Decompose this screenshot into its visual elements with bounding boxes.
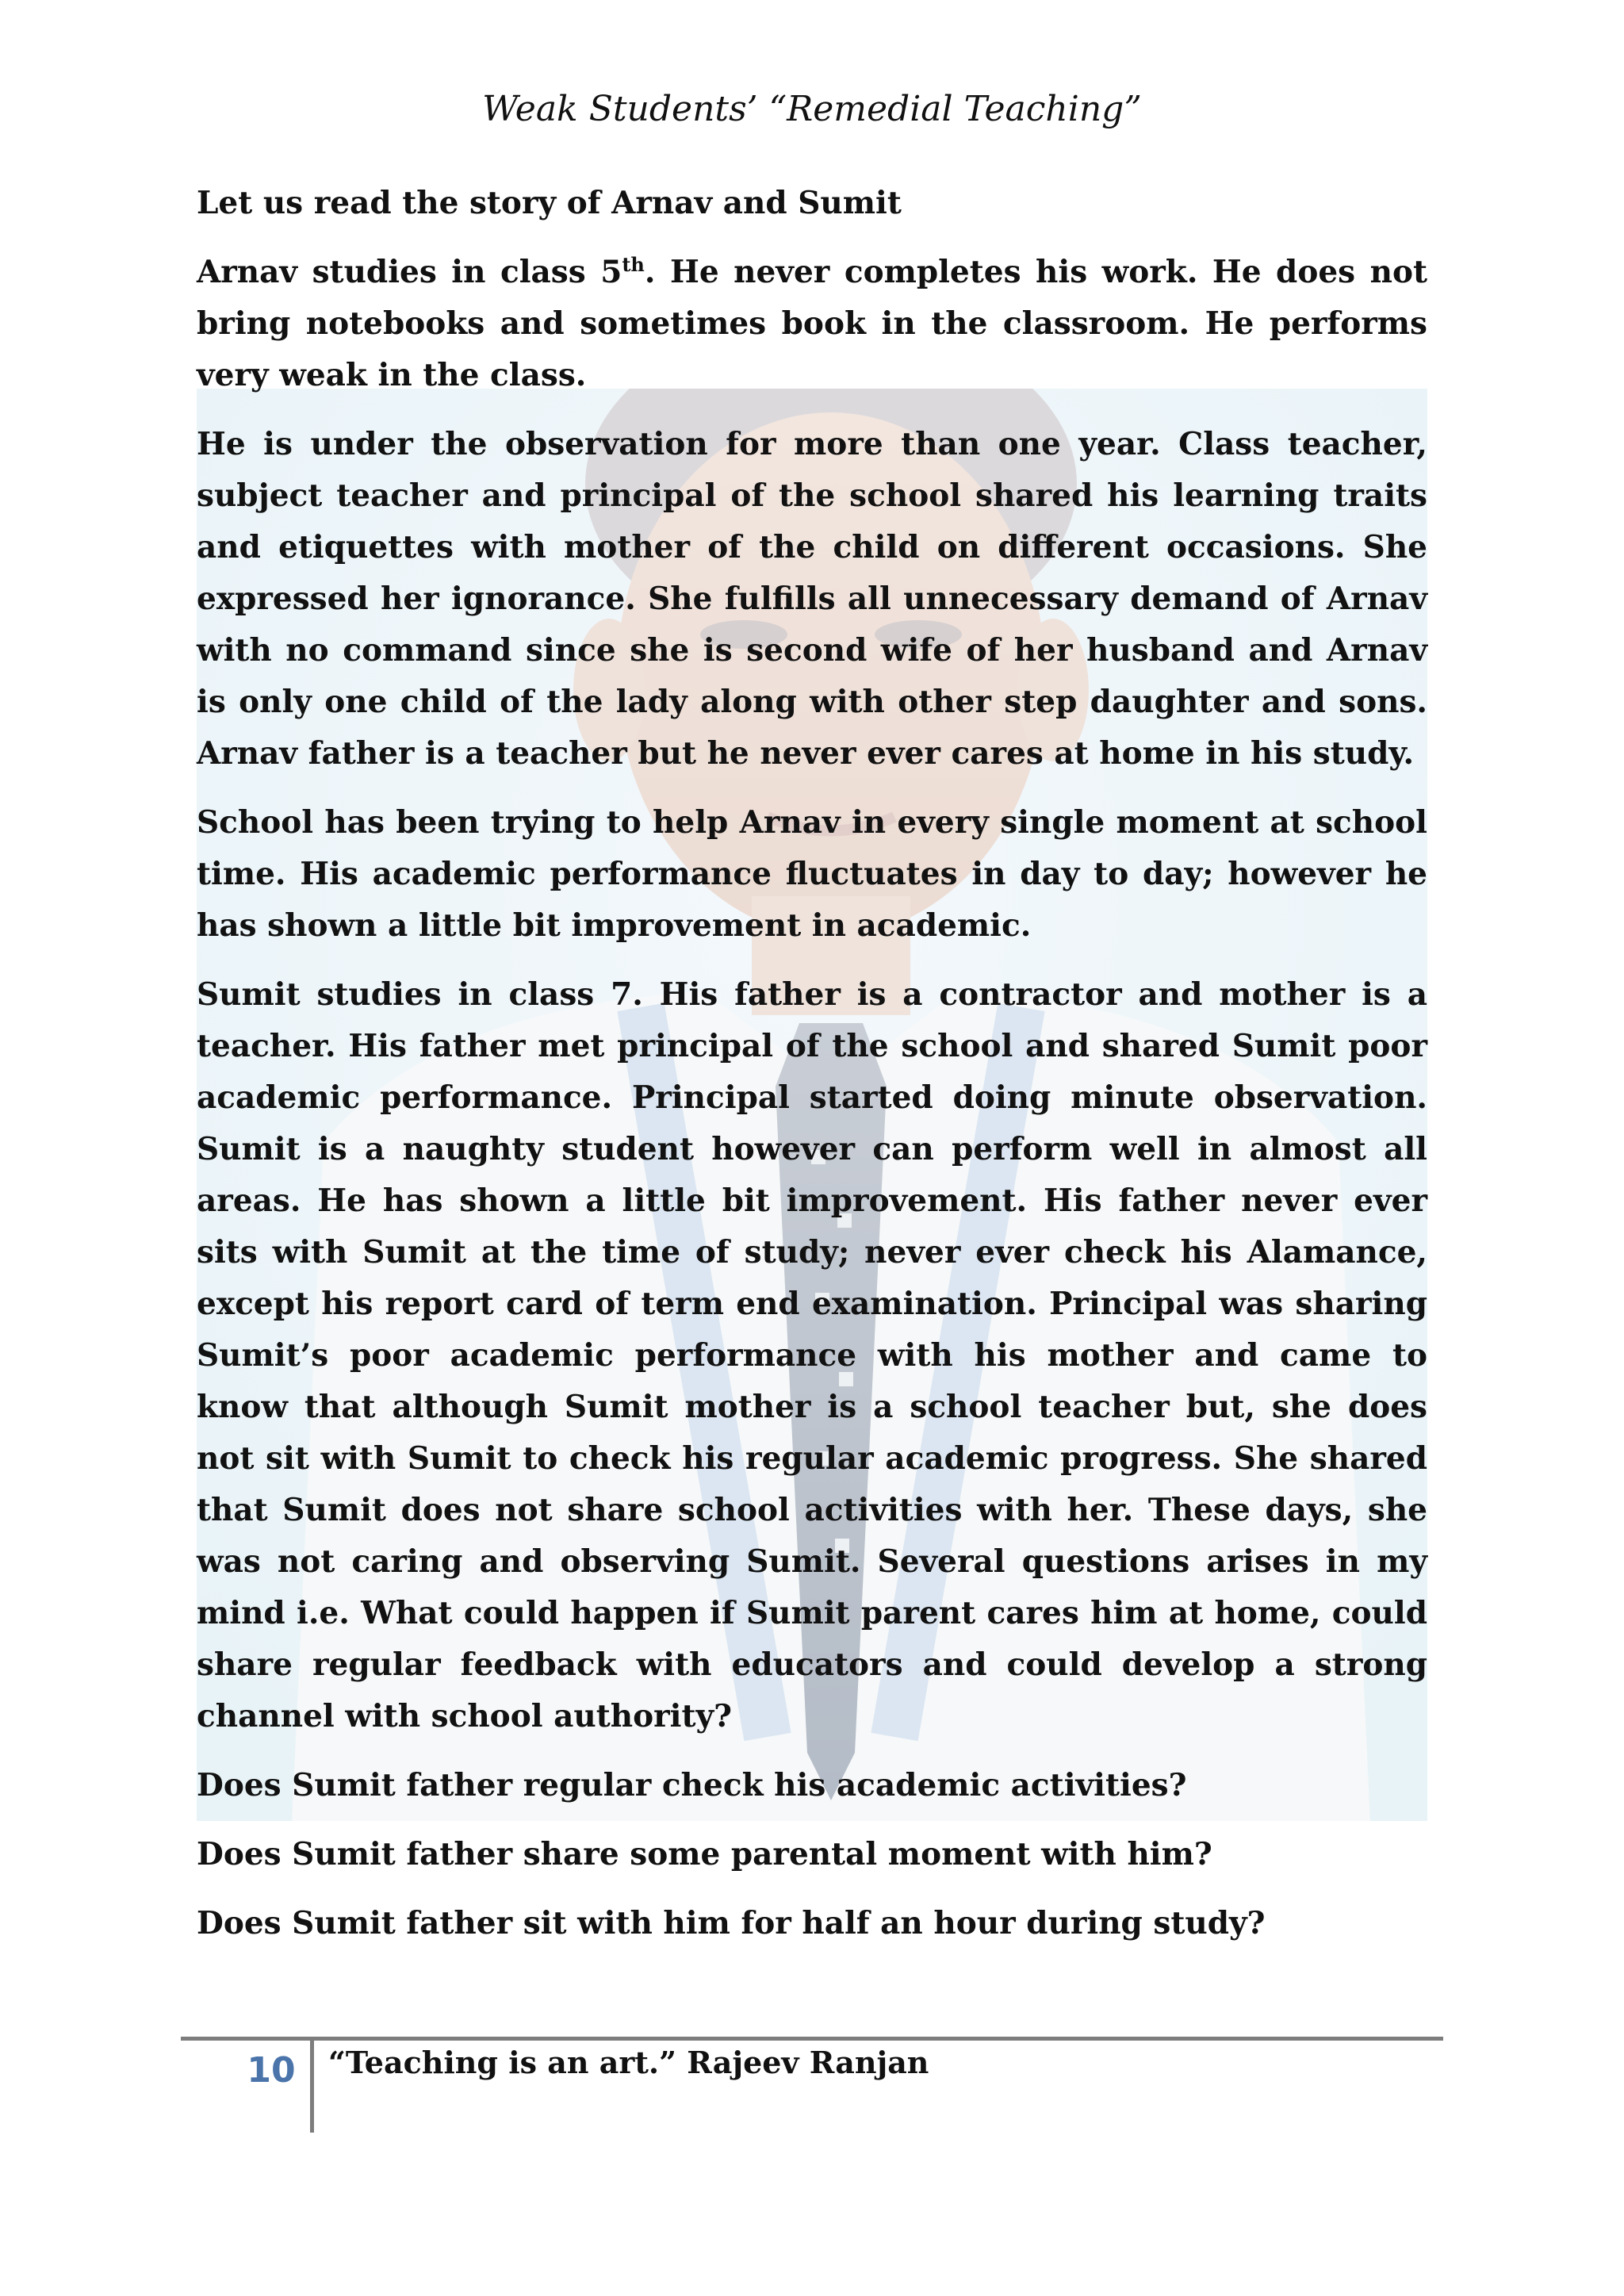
paragraph-school-help: School has been trying to help Arnav in every single moment at school time. His academic performance fluctuates in day to day; however he has shown a little bit improvement in academic. bbox=[197, 804, 1427, 944]
question-2: Does Sumit father share some parental moment with him? bbox=[197, 1836, 1212, 1872]
paragraph-sumit-story: Sumit studies in class 7. His father is a contractor and mother is a teacher. His father met principal of the school and shared Sumit poor academic performance. Principal started doing minute observation. Sumit is a naughty student however can perform well in almost all areas. He has shown a little bit improvement. His father never ever sits with Sumit at the time of study; never ever check his Alamance, except his report card of term end examination. Principal was sharing Sumit’s poor academic performance with his mother and came to know that although Sumit mother is a school teacher but, she does not sit with Sumit to check his regular academic progress. She shared that Sumit does not share school activities with her. These days, she was not caring and observing Sumit. Several questions arises in my mind i.e. What could happen if Sumit parent cares him at home, could share regular feedback with educators and could develop a strong channel with school authority? bbox=[197, 976, 1427, 1734]
paragraph-arnav-intro-rest: . He never completes his work. He does not bring notebooks and sometimes book in the classroom. He performs very weak in the class. bbox=[197, 254, 1427, 393]
document-body bbox=[197, 178, 1427, 1967]
page-number: 10 bbox=[247, 2050, 296, 2091]
page-header-title: Weak Students’ “Remedial Teaching” bbox=[482, 89, 1142, 129]
footer-quote: “Teaching is an art.” Rajeev Ranjan bbox=[328, 2045, 929, 2080]
ordinal-superscript: th bbox=[622, 253, 645, 276]
question-3: Does Sumit father sit with him for half an hour during study? bbox=[197, 1905, 1266, 1941]
paragraph-arnav-intro bbox=[197, 247, 1427, 401]
footer-rule bbox=[181, 2037, 1443, 2041]
paragraph-arnav-intro-start: Arnav studies in class 5 bbox=[197, 254, 622, 290]
question-1: Does Sumit father regular check his academic activities? bbox=[197, 1767, 1187, 1803]
footer-divider bbox=[310, 2041, 314, 2133]
paragraph-arnav-observation: He is under the observation for more than one year. Class teacher, subject teacher and principal of the school shared his learning traits and etiquettes with mother of the child on different occasions. She expressed her ignorance. She fulfills all unnecessary demand of Arnav with no command since she is second wife of her husband and Arnav is only one child of the lady along with other step daughter and sons. Arnav father is a teacher but he never ever cares at home in his study. bbox=[197, 426, 1427, 772]
story-heading: Let us read the story of Arnav and Sumit bbox=[197, 185, 902, 221]
